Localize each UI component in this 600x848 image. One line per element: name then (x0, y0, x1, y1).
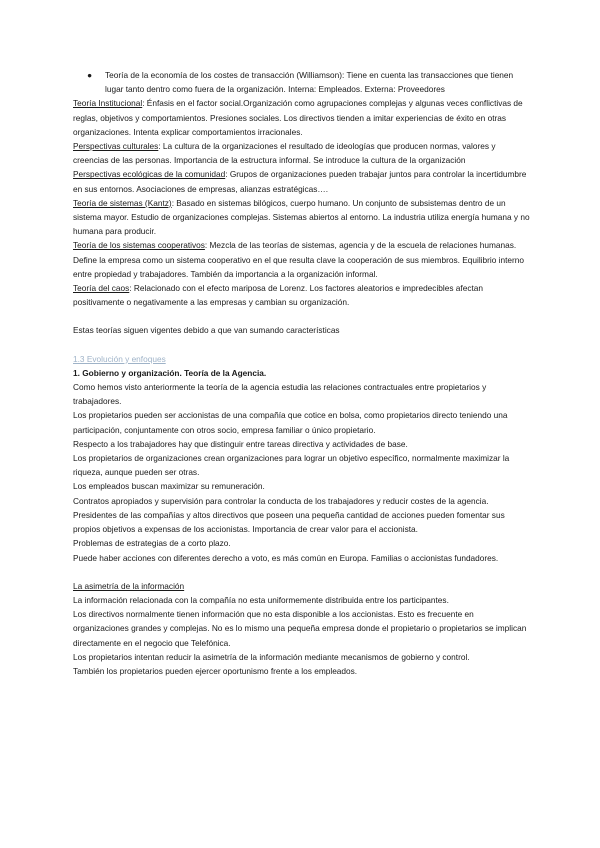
agency-paragraph: Los propietarios pueden ser accionistas de una compañía que cotice en bolsa, como propietarios directo teniendo una participación, conjuntamente con otros socio, empresa familiar o único propietario. (73, 410, 508, 435)
theory-cooperativos (73, 238, 530, 281)
agency-paragraph: Presidentes de las compañías y altos directivos que poseen una pequeña cantidad de acciones pueden fomentar sus propios objetivos a expensas de los accionistas. Importancia de crear valor para el accionista. (73, 509, 505, 535)
subheading: 1. Gobierno y organización. Teoría de la Agencia. (73, 367, 267, 378)
asymmetry-paragraph: Los directivos normalmente tienen información que no esta disponible a los accionistas. Esto es frecuente en organizaciones grandes y complejas. No es lo mismo una pequeña empresa donde el propietario o propietarios se implican directamente en el negocio que Telefónica. (73, 609, 527, 648)
asymmetry-heading: La asimetría de la información (73, 580, 185, 591)
agency-paragraph: Los propietarios de organizaciones crean organizaciones para lograr un objetivo específico, normalmente maximizar la riqueza, aunque pueden ser otras. (73, 453, 510, 478)
theory-body: : Énfasis en el factor social.Organización como agrupaciones complejas y algunas veces conflictivas de reglas, objetivos y comportamientos. Presiones sociales. Los directivos tienden a imitar experiencias de éxito en otras organizaciones. Intenta explicar comportamientos irracionales. (73, 98, 523, 137)
theory-ecologicas (73, 167, 530, 195)
theory-culturales (73, 139, 530, 167)
agency-paragraph: Contratos apropiados y supervisión para controlar la conducta de los trabajadores y reducir costes de la agencia. (73, 495, 489, 506)
theory-body: : Basado en sistemas bilógicos, cuerpo humano. Un conjunto de subsistemas dentro de un sistema mayor. Estudio de organizaciones complejas. Sistemas abiertos al entorno. La industria utiliza energía humana y no humana para producir. (73, 197, 530, 237)
theory-body: : Mezcla de las teorías de sistemas, agencia y de la escuela de relaciones humanas. Define la empresa como un sistema cooperativo en el que resulta clave la cooperación de sus miembros. Equilibrio interno entre propiedad y trabajadores. También da importancia a la organización informal. (73, 240, 525, 279)
theory-title: Perspectivas culturales (73, 141, 159, 152)
agency-paragraph: Como hemos visto anteriormente la teoría de la agencia estudia las relaciones contractuales entre propietarios y trabajadores. (73, 382, 487, 407)
theory-title: Teoría del caos (73, 283, 130, 294)
theory-caos (73, 281, 530, 309)
bullet-dot: ● (87, 70, 93, 80)
theory-title: Teoría Institucional (73, 98, 143, 109)
theory-body: : Grupos de organizaciones pueden trabajar juntos para controlar la incertidumbre en sus entornos. Asociaciones de empresas, alianzas estratégicas…. (73, 169, 527, 194)
theory-title: Teoría de los sistemas cooperativos (73, 240, 205, 251)
theory-title: Perspectivas ecológicas de la comunidad (73, 169, 226, 180)
agency-paragraph: Puede haber acciones con diferentes derecho a voto, es más común en Europa. Familias o accionistas fundadores. (73, 552, 499, 563)
theory-body: : La cultura de la organizaciones el resultado de ideologías que producen normas, valores y creencias de las personas. Importancia de la estructura informal. Se introduce la cultura de la organización (73, 141, 496, 166)
theory-body: : Relacionado con el efecto mariposa de Lorenz. Los factores aleatorios e impredecibles afectan positivamente o negativamente a las empresas y cambian su organización. (73, 283, 484, 308)
bullet-item-williamson (73, 68, 530, 96)
theory-institucional (73, 96, 530, 139)
summary-text: Estas teorías siguen vigentes debido a que van sumando características (73, 325, 340, 336)
theory-sistemas (73, 196, 530, 239)
bullet-text: Teoría de la economía de los costes de transacción (Williamson): Tiene en cuenta las transacciones que tienen lugar tanto dentro como fuera de la organización. Interna: Empleados. Externa: Proveedores (105, 70, 514, 95)
asymmetry-paragraph: La información relacionada con la compañía no esta uniformemente distribuida entre los participantes. (73, 594, 449, 605)
theory-title: Teoría de sistemas (Kantz) (73, 197, 172, 208)
asymmetry-paragraph: Los propietarios intentan reducir la asimetría de la información mediante mecanismos de gobierno y control. (73, 651, 470, 662)
section-heading: 1.3 Evolución y enfoques (73, 353, 166, 364)
agency-paragraph: Los empleados buscan maximizar su remuneración. (73, 481, 265, 492)
agency-paragraph: Respecto a los trabajadores hay que distinguir entre tareas directiva y actividades de base. (73, 438, 408, 449)
agency-paragraph: Problemas de estrategias de a corto plazo. (73, 538, 231, 549)
asymmetry-paragraph: También los propietarios pueden ejercer oportunismo frente a los empleados. (73, 665, 358, 676)
